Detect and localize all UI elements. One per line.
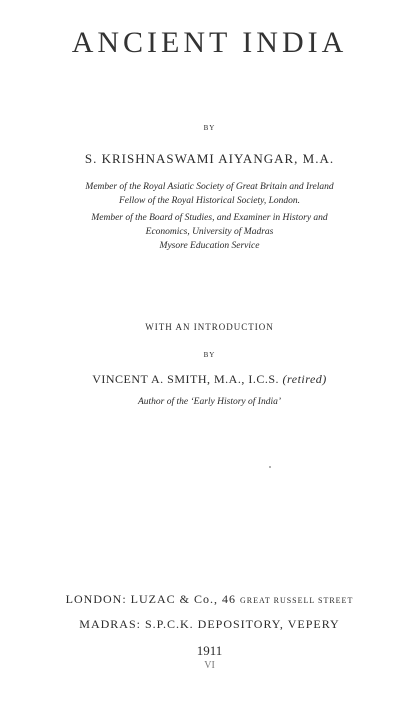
book-title: ANCIENT INDIA [71, 26, 348, 59]
publisher-madras: MADRAS: S.P.C.K. DEPOSITORY, VEPERY [79, 617, 340, 631]
introducer-retired: (retired) [282, 372, 327, 386]
publication-year: 1911 [196, 643, 223, 658]
publisher-london [0, 592, 419, 607]
library-stamp: VI [204, 660, 215, 671]
publisher-london-main: LONDON: LUZAC & Co., 46 [65, 592, 236, 606]
by-label: BY [203, 124, 216, 132]
affiliation-line: Fellow of the Royal Historical Society, London. [118, 196, 300, 206]
affiliation-line: Economics, University of Madras [145, 227, 274, 237]
publisher-london-street: GREAT RUSSELL STREET [239, 596, 354, 605]
affiliation-line: Member of the Board of Studies, and Examiner in History and [91, 213, 328, 223]
speck [269, 466, 271, 468]
introducer-credit: Author of the ‘Early History of India’ [137, 397, 281, 407]
affiliation-line: Mysore Education Service [159, 241, 260, 251]
by-label: BY [203, 351, 216, 359]
introducer-name-text: VINCENT A. SMITH, M.A., I.C.S. [92, 372, 280, 386]
introducer-name [0, 372, 419, 387]
author-name: S. KRISHNASWAMI AIYANGAR, M.A. [84, 151, 335, 166]
affiliation-line: Member of the Royal Asiatic Society of Great Britain and Ireland [85, 182, 334, 192]
introduction-label: WITH AN INTRODUCTION [145, 322, 274, 332]
